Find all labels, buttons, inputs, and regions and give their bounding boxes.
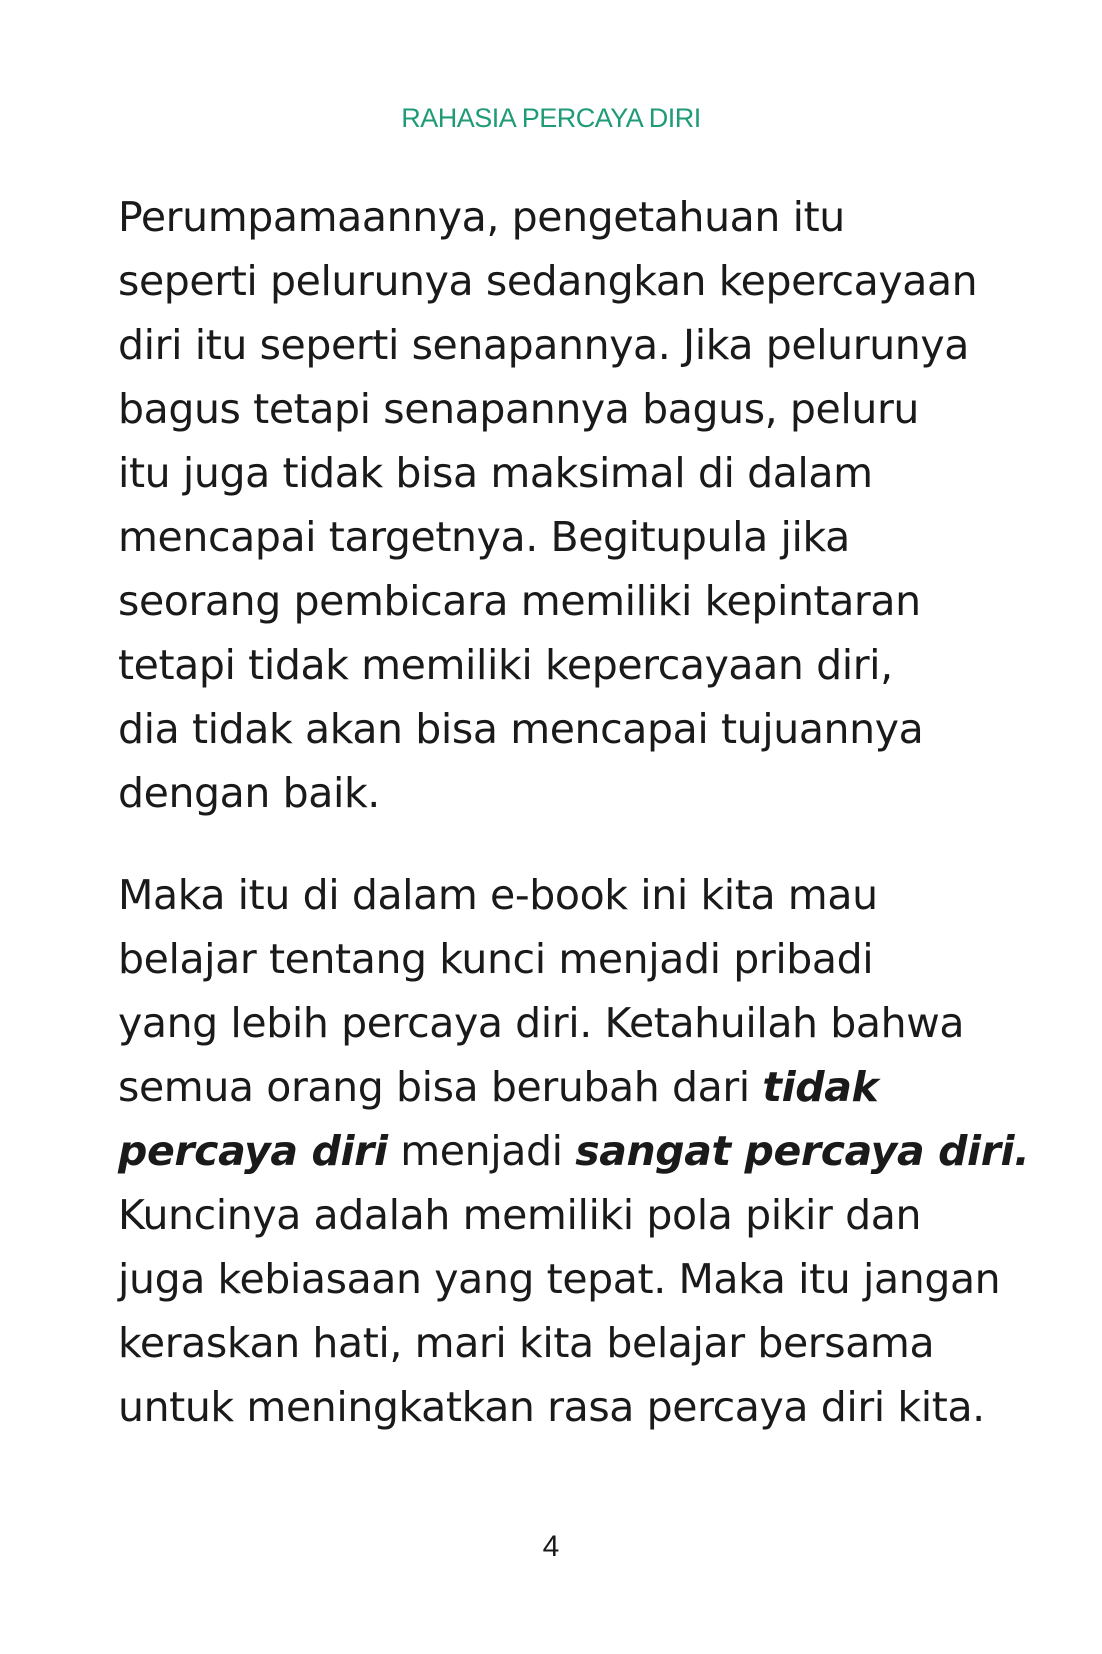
paragraph-line: belajar tentang kunci menjadi pribadi xyxy=(118,935,874,983)
paragraph-line: Kuncinya adalah memiliki pola pikir dan xyxy=(118,1191,922,1239)
paragraph-line: tetapi tidak memiliki kepercayaan diri, xyxy=(118,641,893,689)
paragraph-line: keraskan hati, mari kita belajar bersama xyxy=(118,1319,935,1367)
paragraph-line: bagus tetapi senapannya bagus, peluru xyxy=(118,385,919,433)
paragraph-line: mencapai targetnya. Begitupula jika xyxy=(118,513,850,561)
emphasis-text: percaya diri xyxy=(118,1127,388,1175)
paragraph-line: seperti pelurunya sedangkan kepercayaan xyxy=(118,257,978,305)
paragraph-line: seorang pembicara memiliki kepintaran xyxy=(118,577,921,625)
paragraph-line: dengan baik. xyxy=(118,769,380,817)
paragraph-line: dia tidak akan bisa mencapai tujuannya xyxy=(118,705,924,753)
paragraph-line xyxy=(118,1119,1030,1183)
page-number: 4 xyxy=(542,1530,560,1563)
paragraph-2 xyxy=(118,863,1030,1439)
paragraph-1 xyxy=(118,185,1018,825)
paragraph-line: yang lebih percaya diri. Ketahuilah bahwa xyxy=(118,999,965,1047)
paragraph-line: Maka itu di dalam e-book ini kita mau xyxy=(118,871,878,919)
paragraph-line: itu juga tidak bisa maksimal di dalam xyxy=(118,449,873,497)
paragraph-line: untuk meningkatkan rasa percaya diri kita. xyxy=(118,1383,985,1431)
paragraph-line: juga kebiasaan yang tepat. Maka itu jangan xyxy=(118,1255,1001,1303)
paragraph-line: diri itu seperti senapannya. Jika pelurunya xyxy=(118,321,969,369)
emphasis-text: sangat percaya diri. xyxy=(575,1127,1030,1175)
plain-text: semua orang bisa berubah dari xyxy=(118,1063,763,1111)
paragraph-line xyxy=(118,1055,1018,1119)
plain-text: menjadi xyxy=(387,1127,576,1175)
running-header: RAHASIA PERCAYA DIRI xyxy=(401,103,701,133)
emphasis-text: tidak xyxy=(762,1063,879,1111)
paragraph-line: Perumpamaannya, pengetahuan itu xyxy=(118,193,845,241)
